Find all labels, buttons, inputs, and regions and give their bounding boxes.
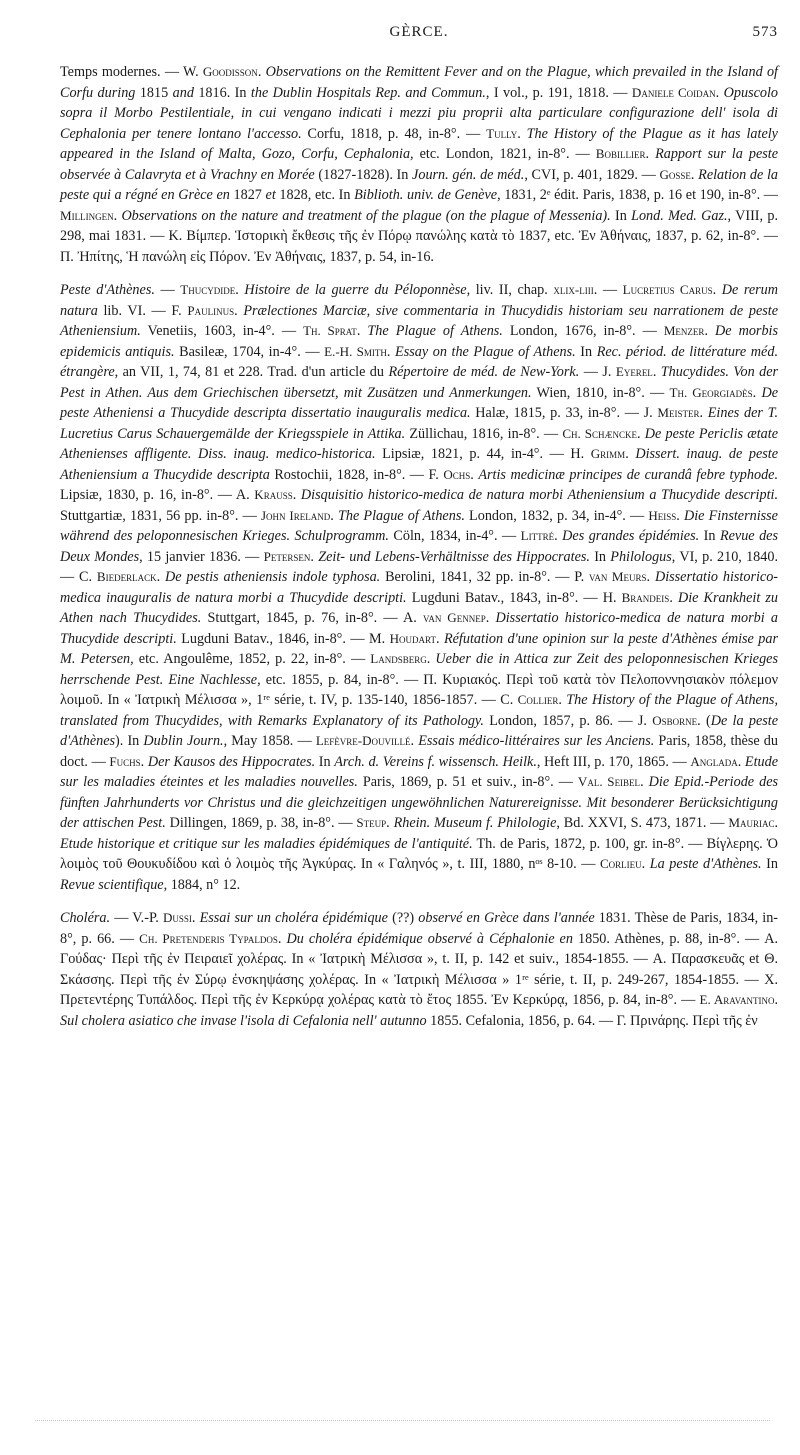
italic-run: De rerum natura (60, 282, 778, 319)
text-run: . (641, 856, 650, 872)
italic-run: Choléra. (60, 910, 111, 926)
text-run: 1855. Cefalonia, 1856, p. 64. — Γ. Πρινάρης. Περὶ τῆς ἐν (426, 1012, 758, 1029)
italic-run: De la peste d'Athènes (60, 712, 778, 749)
text-run: , an VII, 1, 74, 81 et 228. Trad. d'un article du (114, 364, 389, 380)
text-run: . (386, 343, 396, 360)
italic-run: Rapport sur la peste observée à Calavryta et à Vrachny en Morée (60, 146, 779, 183)
italic-run: La peste d'Athènes. (649, 856, 762, 872)
text-run: London, 1676, in-8°. — (502, 323, 664, 339)
text-run: Dillingen, 1869, p. 38, in-8°. — (165, 815, 357, 831)
italic-run: De peste Atheniensi a Thucydide descripta dissertatio inauguralis medica. (60, 384, 778, 421)
text-run: , I vol., p. 191, 1818. — (485, 84, 632, 101)
author-name: Thucydide (180, 282, 236, 297)
text-run: . (517, 125, 527, 142)
italic-run: Essay on the Plague of Athens. (395, 343, 576, 360)
italic-run: Revue scientifique (60, 876, 164, 893)
author-name: Eyerel (615, 364, 653, 379)
text-run: Th. de Paris, 1872, p. 100, gr. in-8°. — Βίγλερης. Ὁ λοιμὸς τοῦ Θουκυδίδου καὶ ὁ λοιμὸς τῆς Ἀγκύρας. In « Γαληνός », t. III, 1880, nᵒˢ 8-10. — (60, 835, 778, 872)
italic-run: Dissert. inaug. de peste Atheniensium a Thucydide descripta (60, 446, 779, 483)
text-run: . (470, 466, 479, 483)
italic-run: Lond. Med. Gaz. (631, 207, 728, 224)
italic-run: Essais médico-littéraires sur les Anciens. (418, 733, 655, 749)
text-run: — J. (579, 364, 616, 380)
italic-run: Disquisitio historico-medica de natura morbi Atheniensium a Thucydide descripti. (300, 487, 779, 503)
text-run: ). In (115, 733, 144, 749)
italic-run: Biblioth. univ. de Genève (354, 187, 498, 203)
italic-run: Die Finsternisse während des peloponnesischen Krieges. Schulprogramm. (60, 507, 778, 544)
author-name: Millingen (60, 207, 114, 223)
text-run: Wien, 1810, in-8°. — (531, 384, 670, 401)
text-run: . (652, 364, 661, 380)
bibliography-body (60, 62, 778, 1031)
text-run: , VI, p. 210, 1840. — C. (60, 548, 779, 585)
text-run: Halæ, 1815, p. 33, in-8°. — J. (470, 405, 658, 421)
text-run: . (356, 323, 368, 339)
italic-run: Dissertatio historico-medica de natura morbi a Thucydide descripti. (60, 610, 778, 647)
text-run: Venetiis, 1603, in-4°. — (140, 323, 304, 339)
text-run: lib. VI. — F. (97, 302, 188, 319)
text-run: 1828, etc. In (275, 187, 355, 203)
text-run: . (330, 507, 338, 524)
paragraph-cholera (60, 908, 778, 1031)
text-run: . — (593, 282, 623, 298)
text-run: Corfu, 1818, p. 48, in-8°. — (301, 125, 487, 142)
text-run: . (774, 815, 778, 831)
text-run: . (292, 487, 301, 503)
italic-run: Des grandes épidémies. (562, 528, 700, 544)
text-run: . (426, 651, 436, 667)
text-run: . (235, 282, 245, 298)
text-run: . (277, 930, 287, 947)
page-number: 573 (752, 24, 778, 40)
text-run: , Bd. XXVI, S. 473, 1871. — (556, 815, 729, 831)
paragraph-temps-modernes (60, 62, 778, 267)
text-run: . (410, 733, 419, 749)
text-run: etc. London, 1821, in-8°. — (413, 146, 596, 162)
italic-run: Revue des Deux Mondes (60, 528, 778, 565)
text-run: . (637, 425, 645, 442)
italic-run: Rec. périod. de littérature méd. étrangère (60, 343, 778, 380)
author-name: Gosse (659, 166, 691, 182)
text-run: . ( (697, 712, 711, 729)
text-run: . (712, 282, 722, 298)
author-name: Paulinus (187, 302, 235, 318)
text-run: In (761, 856, 778, 872)
text-run: . (485, 610, 496, 626)
author-name: E. Aravantino (699, 992, 775, 1007)
author-name: Th. Georgiadès (669, 384, 753, 400)
text-run: In (575, 343, 597, 360)
text-run: . (257, 64, 266, 80)
text-run: Temps modernes. — W. (60, 64, 203, 80)
italic-run: Dublin Journ. (143, 733, 224, 749)
italic-run: Prælectiones Marciæ, sive commentaria in Thucydidis historiam seu narrationem de peste Atheniensium. (60, 302, 778, 339)
italic-run: Eines der T. Lucretius Carus Schauergemälde der Kriegsspiele in Attika. (60, 405, 778, 442)
italic-run: Dissertatio historico-medica inauguralis de natura morbi a Thucydide descripti. (60, 569, 779, 606)
text-run: Berolini, 1841, 32 pp. in-8°. — P. (380, 569, 590, 585)
author-name: Steup (356, 815, 387, 830)
author-name: Grimm (590, 446, 626, 461)
text-run: . (704, 323, 716, 339)
text-run: In (589, 548, 611, 565)
text-run: (1827-1828). In (314, 166, 413, 183)
italic-run: The History of the Plague as it has lately appeared in the Island of Malta, Gozo, Corfu, Cephalonia, (60, 125, 778, 162)
text-run: . (645, 146, 656, 162)
italic-run: the Dublin Hospitals Rep. and Commun. (250, 84, 486, 101)
author-name: Corlieu (599, 856, 642, 871)
text-run: etc. Angoulême, 1852, p. 22, in-8°. — (133, 651, 371, 667)
text-run: . (435, 630, 444, 647)
italic-run: Zeit- und Lebens-Verhältnisse des Hippocrates. (318, 548, 590, 565)
text-run: Cöln, 1834, in-4°. — (388, 528, 521, 544)
text-run: Paris, 1869, p. 51 et suiv., in-8°. — (357, 774, 578, 790)
text-run: . (558, 692, 567, 708)
italic-run: The Plague of Athens. (337, 507, 465, 524)
author-name: Daniele Coidan (631, 84, 716, 100)
text-run: In (315, 753, 335, 770)
text-run: . (191, 910, 200, 926)
author-name: Ch. Pretenderis Typaldos (139, 930, 278, 946)
text-run: 1815 (135, 84, 173, 101)
text-run: . (669, 589, 678, 606)
italic-run: et (265, 187, 276, 203)
author-name: Landsberg (370, 651, 427, 666)
italic-run: Der Kausos des Hippocrates. (147, 753, 316, 770)
author-name: Dussi (162, 910, 192, 925)
text-run: , CVI, p. 401, 1829. — (524, 166, 660, 183)
text-run: . (140, 753, 148, 770)
text-run: In (699, 528, 720, 544)
author-name: Anglada (690, 753, 738, 769)
text-run: London, 1832, p. 34, in-4°. — (464, 507, 649, 524)
text-run: 1831. Thèse de Paris, 1834, in-8°, p. 66. — (60, 910, 779, 947)
italic-run: De pestis atheniensis indole typhosa. (165, 569, 381, 585)
author-name: John Ireland (260, 507, 331, 523)
text-run: . (774, 992, 779, 1008)
italic-run: De morbis epidemicis antiquis. (60, 323, 778, 360)
author-name: Ch. Schæncke (562, 425, 638, 441)
text-run: . (113, 207, 122, 224)
text-run: 1816. In (193, 84, 251, 101)
author-name: Brandeis (621, 589, 670, 605)
italic-run: Peste d'Athènes. (60, 282, 155, 298)
text-run: , 1884, n° 12. (163, 876, 241, 893)
author-name: Heiss (648, 507, 677, 523)
text-run: In (610, 207, 632, 224)
text-run: Lipsiæ, 1821, p. 44, in-4°. — H. (375, 446, 591, 462)
text-run: (??) (387, 910, 419, 926)
paragraph-peste-athenes (60, 280, 778, 895)
italic-run: Journ. gén. de méd. (412, 166, 525, 183)
italic-run: Réfutation d'une opinion sur la peste d'Athènes émise par M. Petersen, (60, 630, 779, 667)
text-run: Züllichau, 1816, in-8°. — (405, 425, 563, 442)
text-run: . (676, 507, 684, 524)
text-run: . (752, 384, 762, 401)
text-run: , VIII, p. 298, mai 1831. — K. Βίμπερ. Ἱστορικὴ ἔκθεσις τῆς ἐν Πόρῳ πανώλης κατὰ τὸ 1837, etc. Ἐν Ἀθήναις, 1837, p. 62, in-8°. — Π. Ἠπίτης, Ἡ πανώλη εἰς Πόρον. Ἐν Ἀθήναις, 1837, p. 54, in-16. (60, 207, 778, 265)
author-name: Houdart (389, 630, 436, 646)
italic-run: Artis medicinæ principes de curandâ febre typhode. (478, 466, 779, 483)
text-run: , Heft III, p. 170, 1865. — (536, 753, 691, 770)
author-name: Menzer (663, 323, 705, 338)
author-name: E.-H. Smith (324, 343, 387, 359)
text-run: . (310, 548, 319, 565)
text-run: . (690, 166, 699, 183)
italic-run: Du choléra épidémique observé à Céphalonie en (286, 930, 573, 947)
author-name: Lefèvre-Douvillé (315, 733, 411, 748)
footer-rule (35, 1420, 770, 1421)
italic-run: and (172, 84, 194, 101)
author-name: Val. Seibel (577, 774, 641, 789)
author-name: Bobillier (595, 146, 646, 161)
author-name: Osborne (652, 712, 698, 728)
author-name: van Gennep (423, 610, 486, 625)
text-run: . (737, 753, 745, 770)
author-name: xlix-liii (553, 282, 594, 297)
author-name: Petersen (263, 548, 311, 564)
text-run: 1850. Athènes, p. 88, in-8°. — Α. Γούδας· Περὶ τῆς ἐν Πειραιεῖ χολέρας. In « Ἰατρικὴ Μέλισσα », t. II, p. 142 et suiv., 1854-1855. — Α. Παρασκευᾶς et Θ. Σκάσσης. Περὶ τῆς ἐν Σύρῳ ἐνσκηψάσης χολέρας. In « Ἰατρικὴ Μέλισσα » 1ʳᵉ série, t. II, p. 249-267, 1854-1855. — Χ. Πρετεντέρης Τυπάλδος. Περὶ τῆς ἐν Κερκύρᾳ χολέρας κατὰ τὸ ἔτος 1855. Ἐν Κερκύρᾳ, 1856, p. 84, in-8°. — (60, 930, 779, 1008)
author-name: Th. Sprat (303, 323, 357, 338)
author-name: Collier (517, 692, 559, 707)
italic-run: Histoire de la guerre du Péloponnèse (244, 282, 467, 298)
text-run: . (646, 569, 655, 585)
italic-run: Die Krankheit zu Athen nach Thucydides. (60, 589, 779, 626)
text-run: — (154, 282, 181, 298)
text-run: . (156, 569, 165, 585)
text-run: Basileæ, 1704, in-4°. — (174, 343, 325, 360)
text-run: — V.-P. (110, 910, 163, 926)
text-run: . (234, 302, 244, 319)
text-run: Lugduni Batav., 1846, in-8°. — M. (176, 630, 390, 647)
italic-run: Thucydides. Von der Pest in Athen. Aus dem Griechischen übersetzt, mit Zusätzen und Anmerkungen. (60, 364, 779, 401)
author-name: Mauriac (728, 815, 775, 830)
text-run: . (554, 528, 563, 544)
author-name: Krauss (254, 487, 293, 502)
text-run: etc. 1855, p. 84, in-8°. — Π. Κυριακός. Περὶ τοῦ κατὰ τὸν Πελοποννησιακὸν πόλεμον λοιμοῦ. In « Ἰατρικὴ Μέλισσα », 1ʳᵉ série, t. IV, p. 135-140, 1856-1857. — C. (60, 671, 778, 708)
italic-run: The History of the Plague of Athens, translated from Thucydides, with Remarks Explanatory of its Pathology. (60, 692, 778, 729)
text-run: Paris, 1858, thèse du doct. — (60, 733, 778, 770)
author-name: Tully (486, 125, 518, 141)
text-run: Stuttgart, 1845, p. 76, in-8°. — A. (201, 610, 424, 626)
italic-run: Ueber die in Attica zur Zeit des peloponnesischen Krieges herrschende Pest. Eine Nachlesse, (60, 651, 778, 688)
italic-run: Etude sur les maladies éteintes et les maladies nouvelles. (60, 753, 778, 790)
text-run: 1827 (229, 187, 266, 203)
author-name: Goodisson (202, 64, 258, 79)
text-run: . (625, 446, 636, 462)
author-name: Fuchs (109, 753, 141, 769)
italic-run: The Plague of Athens. (367, 323, 503, 339)
author-name: Littré (520, 528, 555, 543)
italic-run: Opuscolo sopra il Morbo Pestilentiale, in cui vengano indicati i mezzi piu proprii alta particulare configurazione dell' isola di Cephalonia per tenere lontano l'accesso. (60, 84, 779, 142)
author-name: Biederlack (96, 569, 157, 584)
italic-run: Relation de la peste qui a régné en Grèce en (60, 166, 779, 203)
text-run: . (640, 774, 649, 790)
italic-run: Observations on the Remittent Fever and on the Plague, which prevailed in the Island of Corfu during (60, 64, 778, 101)
text-run: . (715, 84, 724, 101)
text-run: , May 1858. — (223, 733, 316, 749)
italic-run: Rhein. Museum f. Philologie (393, 815, 557, 831)
text-run: . (699, 405, 708, 421)
italic-run: observé en Grèce dans l'année (418, 910, 595, 926)
text-run: Lipsiæ, 1830, p. 16, in-8°. — A. (60, 487, 255, 503)
italic-run: Die Epid.-Periode des fünften Jahrhunderts vor Christus und die gleichzeitigen ungewöhnlichen Naturereignisse. Mit besonderer Berücksichtigung der attischen Pest. (60, 774, 779, 831)
italic-run: Observations on the nature and treatment of the plague (on the plague of Messenia). (121, 207, 611, 224)
running-head (60, 24, 778, 48)
text-run: Rostochii, 1828, in-8°. — F. (269, 466, 444, 483)
text-run: . (386, 815, 394, 831)
text-run: , 15 janvier 1836. — (139, 548, 264, 565)
author-name: Meister (657, 405, 700, 420)
running-title: GÈRCE. (389, 24, 449, 40)
italic-run: Arch. d. Vereins f. wissensch. Heilk. (334, 753, 537, 770)
text-run: Lugduni Batav., 1843, in-8°. — H. (406, 589, 622, 606)
italic-run: Sul cholera asiatico che invase l'isola di Cefalonia nell' autunno (60, 1012, 427, 1029)
italic-run: De peste Periclis ætate Athenienses affligente. Diss. inaug. medico-historica. (60, 425, 778, 462)
text-run: Stuttgartiæ, 1831, 56 pp. in-8°. — (60, 507, 261, 524)
italic-run: Répertoire de méd. de New-York. (388, 364, 580, 380)
author-name: van Meurs (589, 569, 647, 584)
text-run: London, 1857, p. 86. — J. (483, 712, 653, 729)
italic-run: Essai sur un choléra épidémique (199, 910, 388, 926)
italic-run: Philologus (610, 548, 672, 565)
text-run: , liv. II, chap. (466, 282, 554, 298)
italic-run: Etude historique et critique sur les maladies épidémiques de l'antiquité. (60, 835, 473, 852)
author-name: Lucretius Carus (622, 282, 713, 297)
author-name: Ochs (443, 466, 471, 482)
text-run: , 1831, 2ᵉ édit. Paris, 1838, p. 16 et 190, in-8°. — (497, 187, 778, 203)
